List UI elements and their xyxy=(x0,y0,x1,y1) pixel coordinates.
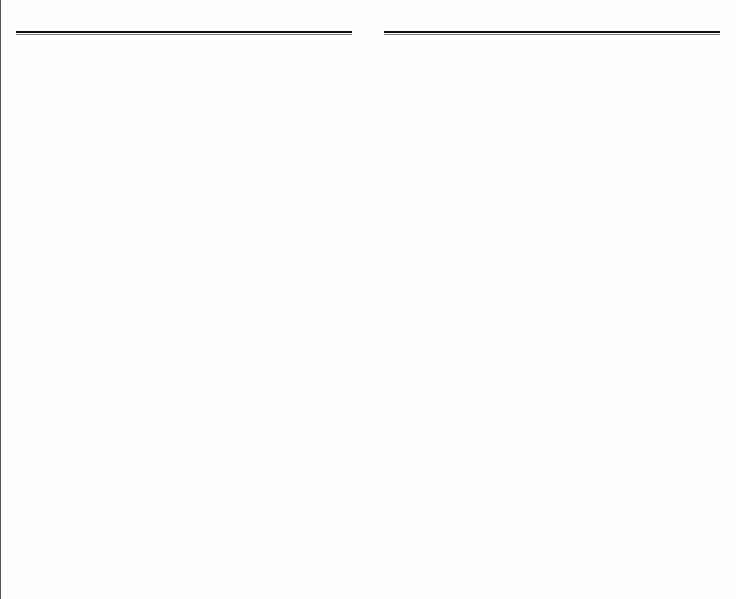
page-right xyxy=(368,0,736,599)
page-left-header xyxy=(14,28,354,29)
page-right-header-rule-secondary xyxy=(384,34,720,35)
page-left-columns xyxy=(14,41,354,553)
page-right-header-rule xyxy=(384,31,720,33)
page-right-column-right xyxy=(559,41,722,553)
page-right-columns xyxy=(382,41,722,553)
page-right-column-left xyxy=(382,41,545,553)
page-left-column-right xyxy=(191,41,354,553)
page-left-column-left xyxy=(14,41,177,553)
page-left-header-rule xyxy=(16,31,352,33)
page-left-header-rule-secondary xyxy=(16,34,352,35)
spread-gutter-divider xyxy=(0,0,1,599)
page-right-header xyxy=(382,28,722,29)
